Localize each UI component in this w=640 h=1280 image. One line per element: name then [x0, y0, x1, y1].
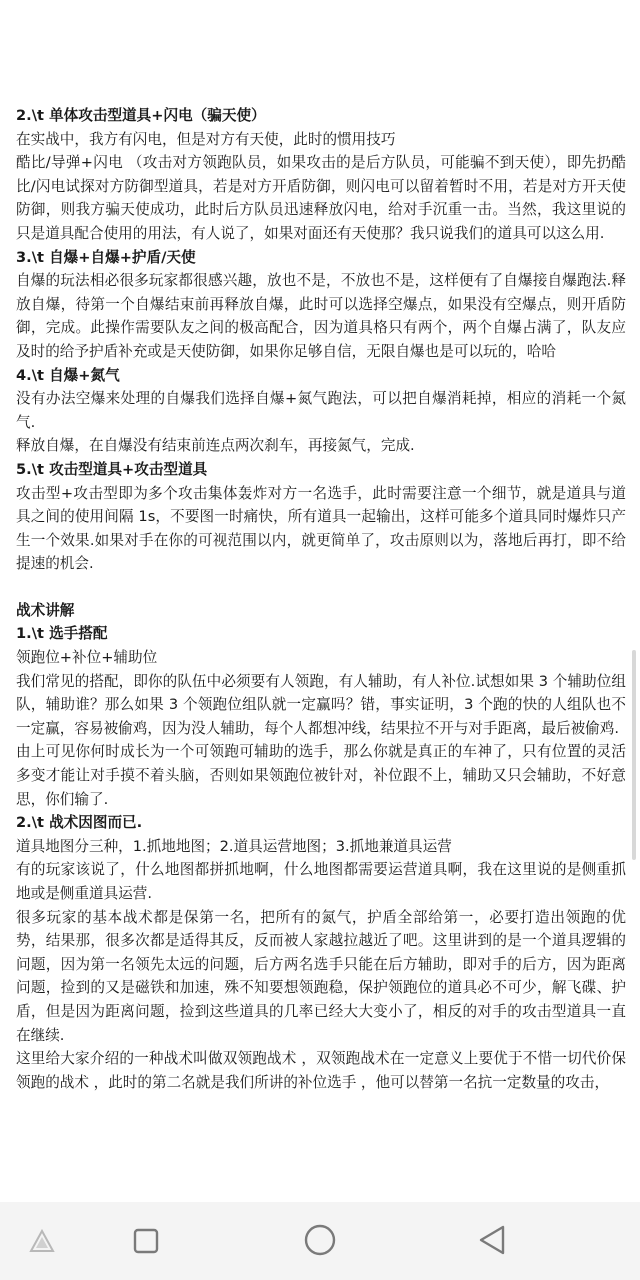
- section-heading: 3.\t 自爆+自爆+护盾/天使: [16, 248, 196, 266]
- paragraph: 由上可见你何时成长为一个可领跑可辅助的选手，那么你就是真正的车神了，只有位置的灵活多变才能让对手摸不着头脑，否则如果领跑位被针对，补位跟不上，辅助又只会辅助，不好意思，你们输了.: [16, 743, 626, 808]
- paragraph: 这里给大家介绍的一种战术叫做双领跑战术 ，双领跑战术在一定意义上要优于不惜一切代价保领跑的战术 ，此时的第二名就是我们所讲的补位选手 ，他可以替第一名抗一定数量的攻击，: [16, 1050, 626, 1091]
- section-heading: 2.\t 单体攻击型道具+闪电（骗天使）: [16, 107, 266, 124]
- scrollbar[interactable]: [632, 650, 636, 860]
- section-heading: 4.\t 自爆+氮气: [16, 366, 120, 384]
- navigation-bar: [0, 1202, 640, 1280]
- document-body: [16, 104, 626, 1094]
- paragraph: 道具地图分三种，1.抓地地图；2.道具运营地图；3.抓地兼道具运营: [16, 837, 452, 855]
- paragraph: 我们常见的搭配，即你的队伍中必须要有人领跑，有人辅助，有人补位.试想如果 3 个辅助位组队，辅助谁？那么如果 3 个领跑位组队就一定赢吗？错，事实证明，3 个跑的快的人组队也不一定赢，容易被偷鸡，因为没人辅助，每个人都想冲线，结果拉不开与对手距离，最后被偷鸡.: [16, 672, 626, 737]
- section-heading: 2.\t 战术因图而已.: [16, 814, 143, 832]
- paragraph: 没有办法空爆来处理的自爆我们选择自爆+氮气跑法，可以把自爆消耗掉，相应的消耗一个氮气.: [16, 390, 626, 431]
- paragraph: 领跑位+补位+辅助位: [16, 649, 158, 667]
- paragraph: 有的玩家该说了，什么地图都拼抓地啊，什么地图都需要运营道具啊，我在这里说的是侧重抓地或是侧重道具运营.: [16, 861, 626, 902]
- paragraph: 在实战中，我方有闪电，但是对方有天使，此时的惯用技巧: [16, 130, 396, 148]
- paragraph: 攻击型+攻击型即为多个攻击集体轰炸对方一名选手，此时需要注意一个细节，就是道具与道具之间的使用间隔 1s，不要图一时痛快，所有道具一起输出，这样可能多个道具同时爆炸只产生一个效果.如果对手在你的可视范围以内，就更简单了，攻击原则以为，落地后再打，即不给提速的机会.: [16, 484, 626, 573]
- section-heading: 5.\t 攻击型道具+攻击型道具: [16, 460, 208, 478]
- chapter-title: 战术讲解: [16, 601, 75, 619]
- paragraph: 很多玩家的基本战术都是保第一名，把所有的氮气，护盾全部给第一，必要打造出领跑的优势，结果那，很多次都是适得其反，反而被人家越拉越近了吧。这里讲到的是一个道具逻辑的问题，因为第一名领先太远的问题，后方两名选手只能在后方辅助，即对手的后方，因为距离问题，捡到的又是磁铁和加速，殊不知要想领跑稳，保护领跑位的道具必不可少，解飞碟、护盾，但是因为距离问题，捡到这些道具的几率已经大大变小了，相反的对手的攻击型道具一直在继续.: [16, 908, 626, 1044]
- paragraph: 释放自爆，在自爆没有结束前连点两次刹车，再接氮气，完成.: [16, 437, 415, 455]
- app-logo-icon[interactable]: [22, 1222, 62, 1262]
- square-icon[interactable]: [126, 1222, 166, 1262]
- paragraph: 酷比/导弹+闪电 （攻击对方领跑队员，如果攻击的是后方队员，可能骗不到天使），即先扔酷比/闪电试探对方防御型道具，若是对方开盾防御，则闪电可以留着暂时不用，若是对方开天使防御，则我方骗天使成功，此时后方队员迅速释放闪电，给对手沉重一击。当然，我这里说的只是道具配合使用的用法，有人说了，如果对面还有天使那？我只说我们的道具可以这么用.: [16, 154, 626, 242]
- blank-line: [16, 576, 626, 599]
- triangle-back-icon[interactable]: [474, 1222, 514, 1262]
- paragraph: 自爆的玩法相必很多玩家都很感兴趣，放也不是，不放也不是，这样便有了自爆接自爆跑法.释放自爆，待第一个自爆结束前再释放自爆，此时可以选择空爆点，如果没有空爆点，则开盾防御，完成。此操作需要队友之间的极高配合，因为道具格只有两个，两个自爆占满了，队友应及时的给予护盾补充或是天使防御，如果你足够自信，无限自爆也是可以玩的，哈哈: [16, 272, 626, 360]
- circle-home-icon[interactable]: [300, 1222, 340, 1262]
- section-heading: 1.\t 选手搭配: [16, 625, 108, 643]
